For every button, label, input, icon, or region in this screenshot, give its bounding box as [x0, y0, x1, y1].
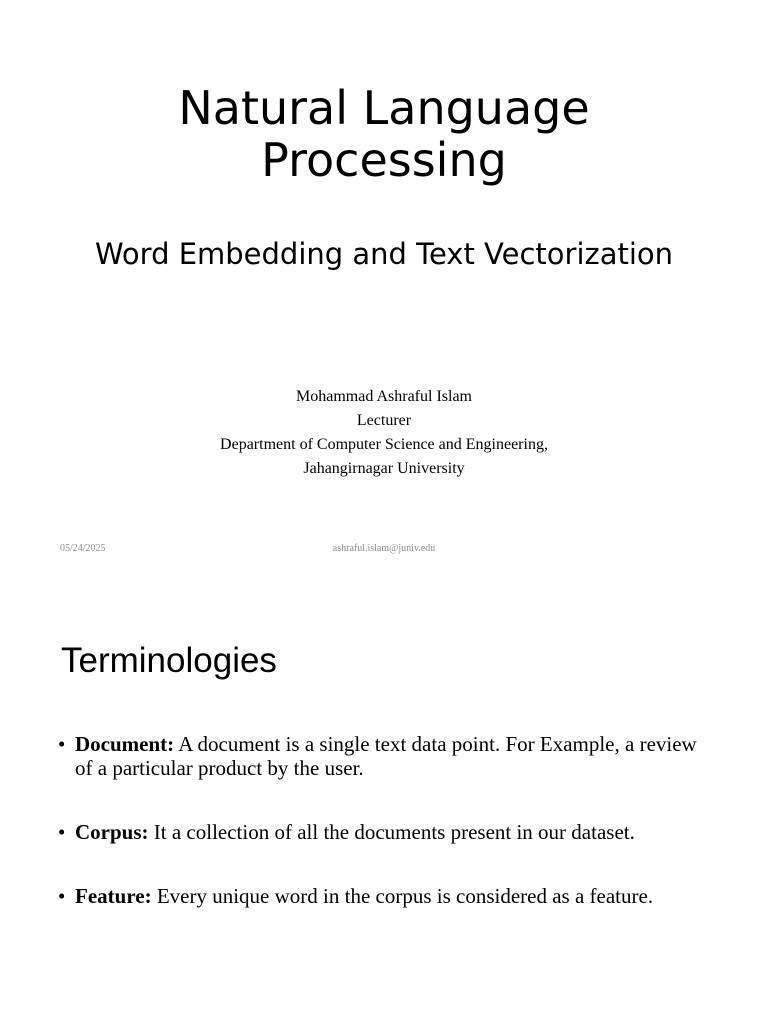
term-label: Feature: [75, 884, 152, 908]
presentation-title [0, 82, 768, 186]
bullet-icon: • [58, 820, 66, 844]
author-department: Department of Computer Science and Engineering, [220, 436, 548, 453]
terminology-list [58, 732, 718, 908]
presentation-subtitle: Word Embedding and Text Vectorization [94, 237, 674, 271]
term-definition: A document is a single text data point. For Example, a review of a particular product by the user. [75, 732, 697, 780]
bullet-icon: • [58, 732, 66, 756]
list-item [58, 884, 718, 908]
author-position: Lecturer [356, 412, 412, 429]
bullet-icon: • [58, 884, 66, 908]
title-line-1: Natural Language [178, 81, 590, 135]
author-university: Jahangirnagar University [303, 460, 465, 477]
term-definition: It a collection of all the documents present in our dataset. [148, 820, 635, 844]
terminologies-slide [0, 576, 768, 1024]
footer-date: 05/24/2025 [60, 543, 106, 554]
term-label: Document: [75, 732, 175, 756]
footer-email: ashraful.islam@juniv.edu [332, 543, 436, 554]
list-item [58, 820, 718, 844]
slide-heading: Terminologies [61, 641, 277, 680]
list-item [58, 732, 718, 780]
author-name: Mohammad Ashraful Islam [296, 388, 472, 405]
author-info [0, 385, 768, 481]
title-line-2: Processing [261, 133, 507, 187]
term-label: Corpus: [75, 820, 149, 844]
term-definition: Every unique word in the corpus is considered as a feature. [151, 884, 654, 908]
